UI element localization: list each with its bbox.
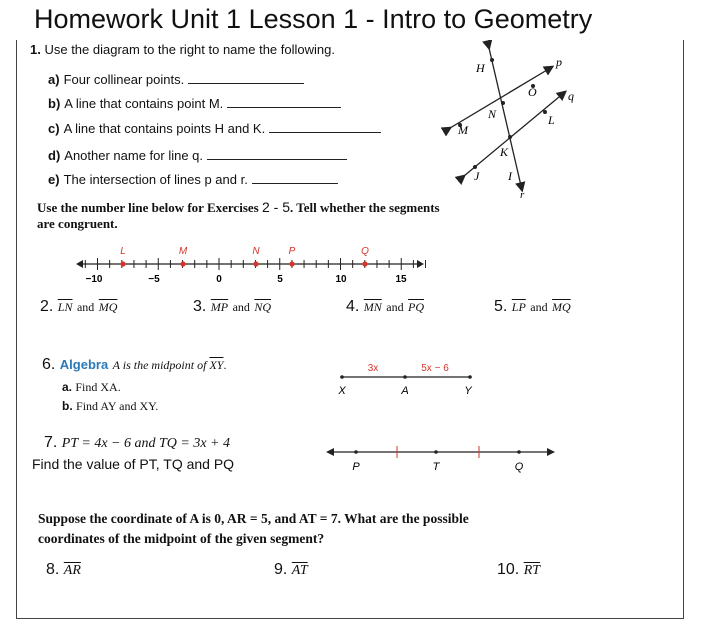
item-text: Four collinear points. xyxy=(63,72,185,87)
left-expr: 3x xyxy=(367,363,379,374)
tick-label: −10 xyxy=(85,274,103,285)
label-m: M xyxy=(458,123,468,137)
line-q xyxy=(464,92,565,176)
exercise-7 xyxy=(44,434,230,452)
label-h: H xyxy=(476,61,485,75)
q1-number: 1. xyxy=(30,42,41,57)
label-o: O xyxy=(528,85,537,99)
period: . xyxy=(223,358,227,372)
exercise-6a xyxy=(62,380,121,395)
page-title: Homework Unit 1 Lesson 1 - Intro to Geometry xyxy=(34,4,593,34)
point-y xyxy=(468,375,472,379)
intro-range: 2 - 5 xyxy=(261,199,290,215)
q1-prompt-text: Use the diagram to the right to name the following. xyxy=(44,42,335,57)
q1-prompt xyxy=(30,42,335,57)
item-letter: d) xyxy=(48,148,61,163)
exercise-number: 3. xyxy=(193,298,207,315)
right-arrow xyxy=(547,448,555,456)
exercise-5 xyxy=(494,298,571,316)
segment-ar: $\overline{AR}$ xyxy=(63,563,81,578)
part-letter: a. xyxy=(62,380,73,394)
segment-b: $\overline{PQ}$ xyxy=(408,300,425,314)
exercise-10 xyxy=(497,561,540,579)
q1-item-e xyxy=(48,172,338,187)
and-word: and xyxy=(386,300,404,314)
segment-b: $\overline{NQ}$ xyxy=(254,300,272,314)
exercise-6 xyxy=(42,356,226,374)
point-label-n: N xyxy=(252,246,260,257)
exercise-number: 4. xyxy=(346,298,360,315)
exercise-6-text: A is the midpoint of xyxy=(112,358,207,372)
tick-label: 10 xyxy=(335,274,347,285)
numberline-intro xyxy=(37,199,440,216)
exercise-3 xyxy=(193,298,271,316)
item-letter: a) xyxy=(48,72,60,87)
exercise-number: 7. xyxy=(44,434,58,451)
point-t xyxy=(434,450,438,454)
item-letter: e) xyxy=(48,172,60,187)
point-h xyxy=(490,58,494,62)
q1-item-c xyxy=(48,121,381,136)
item-text: Another name for line q. xyxy=(64,148,204,163)
answer-blank[interactable] xyxy=(252,173,338,184)
answer-blank[interactable] xyxy=(188,73,304,84)
label-n: N xyxy=(488,107,497,121)
midpoint-intro-line2: coordinates of the midpoint of the given segment? xyxy=(38,531,325,546)
q1-item-d xyxy=(48,148,347,163)
exercise-6b xyxy=(62,399,158,414)
label-j: J xyxy=(474,169,480,183)
left-arrow xyxy=(326,448,334,456)
right-arrow xyxy=(417,260,424,268)
point-label-q: Q xyxy=(361,246,369,257)
part-text: Find AY and XY. xyxy=(76,399,159,413)
label-i: I xyxy=(508,169,512,183)
tick-label: 5 xyxy=(277,274,283,285)
label-p: P xyxy=(352,461,360,473)
exercise-8 xyxy=(46,561,81,579)
label-a: A xyxy=(401,385,409,397)
lines-diagram xyxy=(440,40,590,200)
item-letter: b) xyxy=(48,96,61,111)
point-x xyxy=(340,375,344,379)
point-label-l: L xyxy=(120,246,126,257)
point-n xyxy=(253,261,258,266)
point-m xyxy=(180,261,185,266)
intro-text-rest: . Tell whether the segments xyxy=(289,200,440,215)
q1-item-b xyxy=(48,96,341,111)
point-label-p: P xyxy=(288,246,296,257)
exercise-9 xyxy=(274,561,308,579)
point-p xyxy=(354,450,358,454)
part-letter: b. xyxy=(62,399,73,413)
exercise-number: 10. xyxy=(497,561,520,578)
exercise-number: 2. xyxy=(40,298,54,315)
segment-xy-diagram xyxy=(330,360,490,400)
right-expr: 5x − 6 xyxy=(421,363,449,374)
and-word: and xyxy=(232,300,250,314)
segment-a: $\overline{MP}$ xyxy=(210,300,229,314)
label-t: T xyxy=(432,461,440,473)
label-y: Y xyxy=(464,385,472,397)
segment-at: $\overline{AT}$ xyxy=(291,563,308,578)
line-p xyxy=(450,67,552,128)
exercise-2 xyxy=(40,298,117,316)
label-q: Q xyxy=(514,461,524,473)
segment-a: $\overline{LN}$ xyxy=(57,300,73,314)
item-text: A line that contains points H and K. xyxy=(63,121,266,136)
number-line xyxy=(76,244,426,288)
tick-label: −5 xyxy=(148,274,160,285)
left-arrow xyxy=(76,260,83,268)
point-q xyxy=(517,450,521,454)
segment-a: $\overline{LP}$ xyxy=(511,300,526,314)
segment-b: $\overline{MQ}$ xyxy=(552,300,571,314)
item-letter: c) xyxy=(48,121,60,136)
exercise-4 xyxy=(346,298,424,316)
numberline-intro-line2: are congruent. xyxy=(37,216,118,231)
midpoint-intro-line1: Suppose the coordinate of A is 0, AR = 5, and AT = 7. What are the possible xyxy=(38,511,469,526)
segment-rt: $\overline{RT}$ xyxy=(523,563,541,578)
segment-pq-diagram xyxy=(326,440,556,474)
intro-text: Use the number line below for Exercises xyxy=(37,200,259,215)
point-l xyxy=(120,261,125,266)
label-r: r xyxy=(520,189,525,200)
answer-blank[interactable] xyxy=(269,122,381,133)
algebra-label: Algebra xyxy=(59,357,109,372)
and-word: and xyxy=(530,300,548,314)
point-label-m: M xyxy=(178,246,188,257)
point-n xyxy=(501,101,505,105)
exercise-7-find: Find the value of PT, TQ and PQ xyxy=(32,456,235,472)
and-word: and xyxy=(76,300,95,314)
exercise-number: 8. xyxy=(46,561,60,578)
point-k xyxy=(508,135,512,139)
item-text: The intersection of lines p and r. xyxy=(63,172,248,187)
label-q: q xyxy=(568,89,574,103)
segment-xy: $\overline{XY}$ xyxy=(209,358,224,372)
segment-a: $\overline{MN}$ xyxy=(363,300,382,314)
point-a xyxy=(403,375,407,379)
segment-b: $\overline{MQ}$ xyxy=(98,300,118,314)
exercise-number: 6. xyxy=(42,356,56,373)
part-text: Find XA. xyxy=(75,380,121,394)
point-q xyxy=(362,261,367,266)
label-l: L xyxy=(548,113,555,127)
point-p xyxy=(289,261,294,266)
answer-blank[interactable] xyxy=(207,149,347,160)
label-x: X xyxy=(338,385,346,397)
tick-label: 0 xyxy=(216,274,222,285)
answer-blank[interactable] xyxy=(227,97,341,108)
point-l xyxy=(543,110,547,114)
exercise-number: 5. xyxy=(494,298,508,315)
label-k: K xyxy=(500,145,509,159)
exercise-number: 9. xyxy=(274,561,288,578)
tick-label: 15 xyxy=(395,274,407,285)
label-p: p xyxy=(556,55,562,69)
q1-item-a xyxy=(48,72,304,87)
item-text: A line that contains point M. xyxy=(64,96,224,111)
exercise-7-equation: PT = 4x − 6 and TQ = 3x + 4 xyxy=(61,436,230,451)
